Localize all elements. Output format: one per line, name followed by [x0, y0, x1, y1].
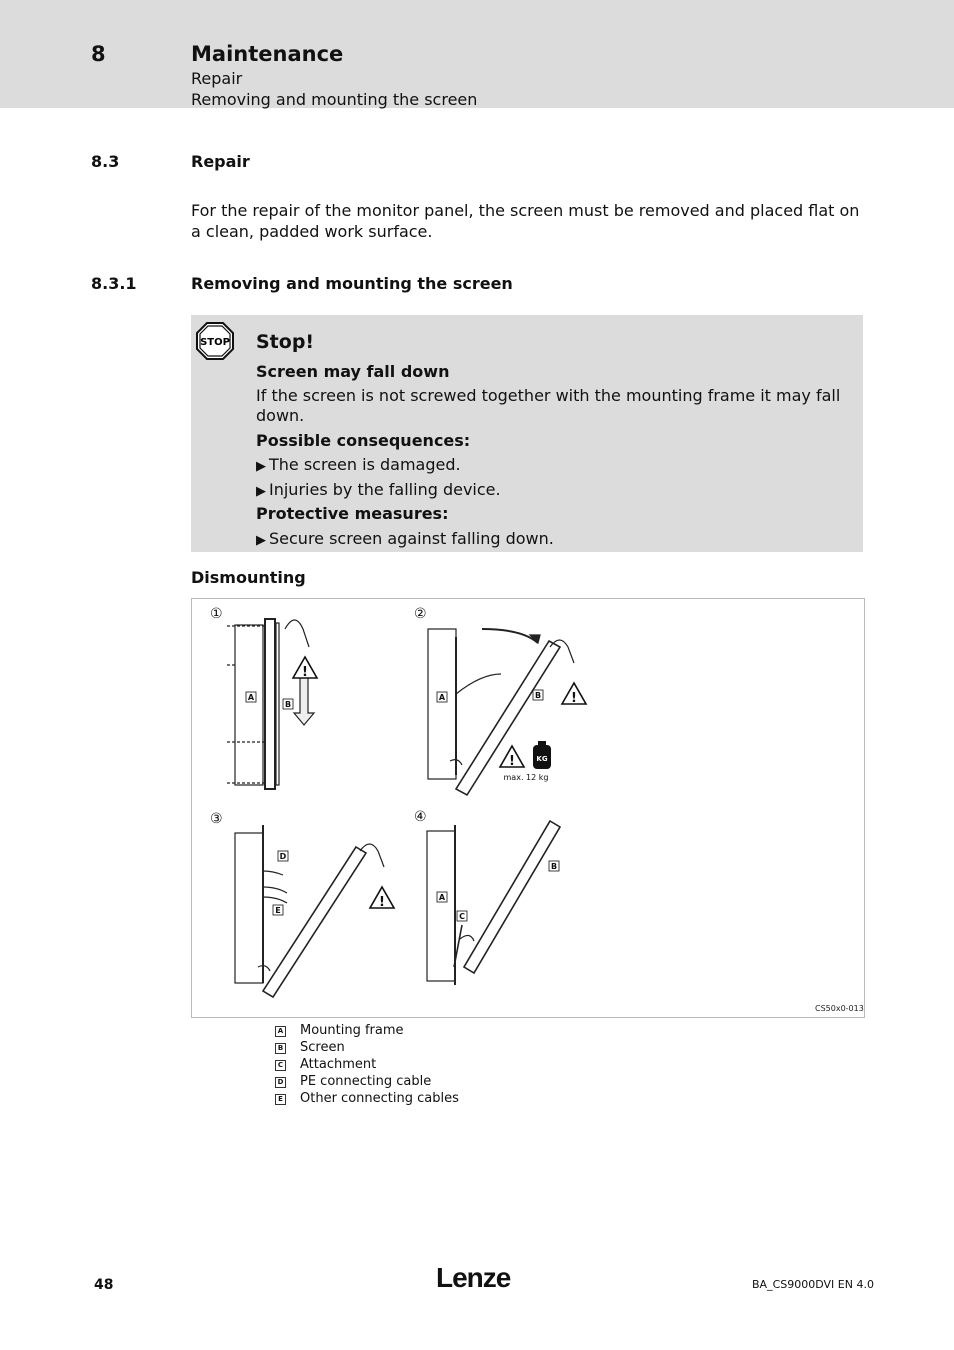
svg-text:B: B	[534, 691, 542, 700]
header-subtitle-1: Repair	[191, 69, 243, 88]
svg-text:D: D	[279, 852, 287, 861]
legend-text: Attachment	[300, 1057, 377, 1072]
legend-key: C	[275, 1060, 286, 1071]
legend-text: Other connecting cables	[300, 1091, 459, 1106]
legend-item	[275, 1057, 377, 1074]
chapter-number: 8	[91, 42, 106, 66]
section-title: Repair	[191, 152, 250, 171]
svg-text:!: !	[302, 665, 308, 680]
svg-text:!: !	[571, 691, 577, 706]
chapter-title: Maintenance	[191, 42, 344, 66]
svg-text:E: E	[275, 906, 281, 915]
step-number: ②	[414, 606, 427, 622]
legend-key: E	[275, 1094, 286, 1105]
consequence-text: The screen is damaged.	[269, 455, 461, 474]
legend-text: Screen	[300, 1040, 345, 1055]
lenze-logo: Lenze	[436, 1262, 511, 1293]
hazard-title: Screen may fall down	[256, 362, 450, 381]
subsection-number: 8.3.1	[91, 274, 137, 293]
dismounting-figure	[191, 598, 865, 1018]
section-number: 8.3	[91, 152, 120, 171]
page-number: 48	[94, 1277, 114, 1293]
weight-icon-text: KG	[536, 755, 548, 763]
measure-item	[256, 529, 846, 551]
stop-sign-icon	[196, 322, 234, 360]
figure-code: CS50x0-013	[815, 1004, 864, 1013]
legend-key: A	[275, 1026, 286, 1037]
svg-text:B: B	[284, 700, 292, 709]
stop-heading: Stop!	[256, 331, 315, 353]
bullet-arrow-icon: ▶	[256, 459, 266, 474]
document-code: BA_CS9000DVI EN 4.0	[752, 1278, 874, 1291]
legend-item	[275, 1040, 345, 1057]
svg-text:!: !	[379, 895, 385, 910]
bullet-arrow-icon: ▶	[256, 484, 266, 499]
legend-item	[275, 1023, 404, 1040]
legend-key: B	[275, 1043, 286, 1054]
legend-item	[275, 1091, 459, 1108]
consequence-item	[256, 480, 846, 502]
subsection-title: Removing and mounting the screen	[191, 274, 513, 293]
legend-text: Mounting frame	[300, 1023, 404, 1038]
legend-key: D	[275, 1077, 286, 1088]
consequences-label: Possible consequences:	[256, 431, 471, 450]
consequence-item	[256, 455, 846, 477]
dismounting-heading: Dismounting	[191, 568, 306, 587]
step-number: ①	[210, 606, 223, 622]
consequence-text: Injuries by the falling device.	[269, 480, 501, 499]
svg-text:A: A	[438, 693, 446, 702]
measures-label: Protective measures:	[256, 504, 449, 523]
hazard-description: If the screen is not screwed together with the mounting frame it may fall down.	[256, 386, 841, 425]
stop-sign-text: STOP	[200, 337, 230, 348]
svg-text:B: B	[550, 862, 558, 871]
header-subtitle-2: Removing and mounting the screen	[191, 90, 478, 109]
weight-label: max. 12 kg	[503, 773, 549, 782]
legend-item	[275, 1074, 432, 1091]
svg-text:C: C	[459, 912, 465, 921]
svg-text:A: A	[247, 693, 255, 702]
bullet-arrow-icon: ▶	[256, 533, 266, 548]
dismounting-illustration	[192, 599, 864, 1017]
svg-text:!: !	[509, 754, 515, 769]
svg-text:A: A	[438, 893, 446, 902]
step-number: ④	[414, 809, 427, 825]
intro-paragraph: For the repair of the monitor panel, the screen must be removed and placed flat on a clean, padded work surface.	[191, 201, 860, 241]
measure-text: Secure screen against falling down.	[269, 529, 554, 548]
step-number: ③	[210, 811, 223, 827]
legend-text: PE connecting cable	[300, 1074, 432, 1089]
